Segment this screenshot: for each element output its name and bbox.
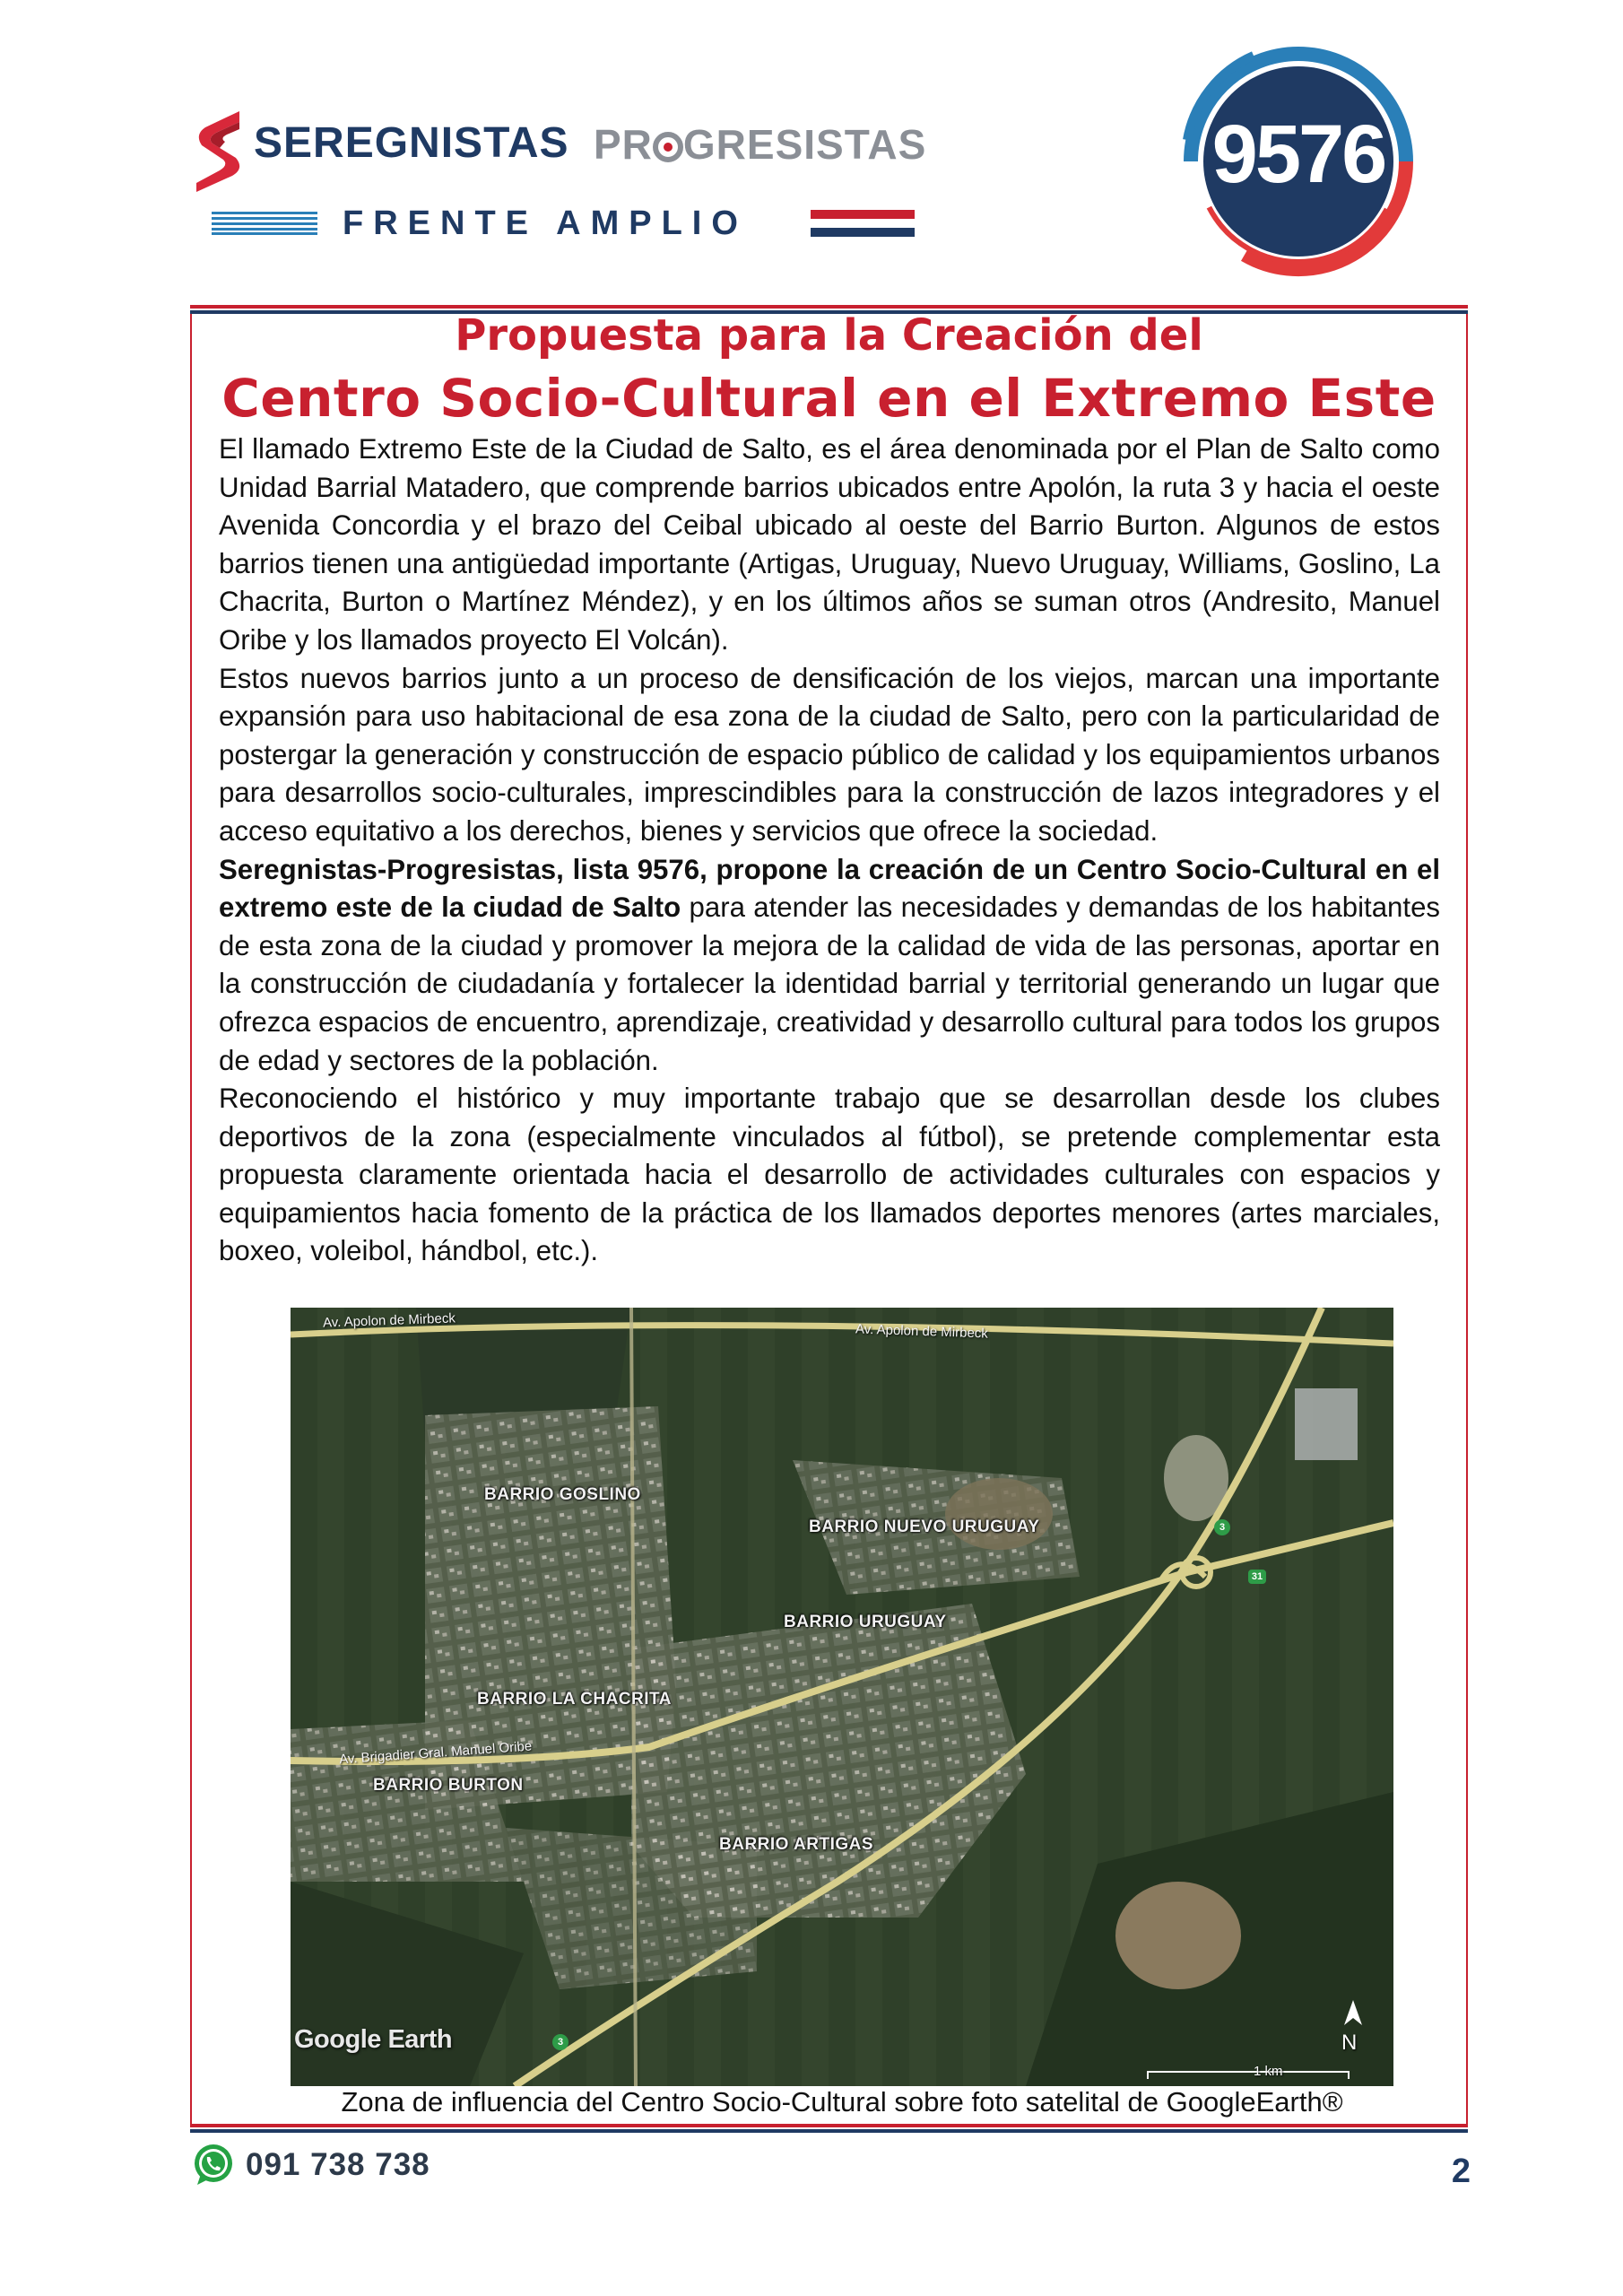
- barrio-burton-label: BARRIO BURTON: [373, 1776, 524, 1795]
- barrio-la-chacrita-label: BARRIO LA CHACRITA: [477, 1690, 672, 1709]
- frame-right-border: [1466, 314, 1468, 2127]
- north-label: N: [1341, 2031, 1358, 2055]
- satellite-photo: [291, 1308, 1393, 2086]
- article-body: [219, 430, 1440, 1271]
- brand-seregnistas: SEREGNISTAS: [254, 119, 569, 167]
- road-label-oribe: Av. Brigadier Gral. Manuel Oribe: [338, 1738, 533, 1768]
- route-31-marker: 31: [1248, 1570, 1266, 1584]
- route-3-marker-bottom: 3: [552, 2034, 568, 2050]
- list-number: 9576: [1211, 109, 1385, 200]
- paragraph-3: [219, 851, 1440, 1081]
- scale-label: 1 km: [1254, 2064, 1283, 2079]
- brand-progresistas: PR GRESISTAS: [594, 121, 927, 168]
- barrio-goslino-label: BARRIO GOSLINO: [484, 1485, 641, 1504]
- paragraph-1: El llamado Extremo Este de la Ciudad de Salto, es el área denominada por el Plan de Salto como Unidad Barrial Matadero, que comprende barrios ubicados entre Apolón, la ruta 3 y hacia el oeste Avenida Concordia y el brazo del Ceibal ubicado al oeste del Barrio Burton. Algunos de estos barrios tienen una antigüedad importante (Artigas, Uruguay, Nuevo Uruguay, Williams, Goslino, La Chacrita, Burton o Martínez Méndez), y en los últimos años se suman otros (Andresito, Manuel Oribe y los llamados proyecto El Volcán).: [219, 433, 1440, 656]
- phone-number[interactable]: 091 738 738: [246, 2147, 430, 2182]
- barrio-nuevo-uruguay-label: BARRIO NUEVO URUGUAY: [809, 1518, 1040, 1536]
- bottom-rule: [190, 2124, 1468, 2133]
- road-label-apolon-right: Av. Apolon de Mirbeck: [855, 1321, 989, 1342]
- blue-stripes-icon: [212, 212, 317, 235]
- paragraph-3-text: para atender las necesidades y demandas de los habitantes de esta zona de la ciudad y promover la mejora de la calidad de vida de las personas, aportar en la construcción de ciudadanía y fortalecer la identidad barrial y territorial generando un lugar que ofrezca espacios de encuentro, aprendizaje, creatividad y desarrollo cultural para todos los grupos de edad y sectores de la población.: [219, 891, 1441, 1076]
- barrio-artigas-label: BARRIO ARTIGAS: [719, 1835, 874, 1854]
- satellite-map: [291, 1308, 1393, 2086]
- barrio-uruguay-label: BARRIO URUGUAY: [784, 1613, 947, 1631]
- whatsapp-icon: [190, 2142, 237, 2188]
- frente-amplio-banner: [212, 204, 920, 240]
- frente-amplio-text: FRENTE AMPLIO: [343, 204, 748, 242]
- paragraph-3-bold: Seregnistas-Progresistas, lista 9576, propone la creación de un Centro Socio-Cultural en el extremo este de la ciudad de Salto: [219, 853, 1440, 924]
- page-header: [0, 0, 1623, 305]
- road-label-apolon-left: Av. Apolon de Mirbeck: [322, 1310, 456, 1331]
- frente-amplio-flag-icon: [811, 210, 915, 237]
- page-title: Centro Socio-Cultural en el Extremo Este: [221, 368, 1436, 429]
- route-3-marker: 3: [1214, 1519, 1230, 1535]
- paragraph-4: Reconociendo el histórico y muy importante trabajo que se desarrollan desde los clubes deportivos de la zona (especialmente vinculados al fútbol), se pretende complementar esta propuesta claramente orientada hacia el desarrollo de actividades culturales con espacios y equipamientos hacia fomento de la práctica de los llamados deportes menores (artes marciales, boxeo, voleibol, hándbol, etc.).: [219, 1083, 1440, 1267]
- progresistas-o-target-icon: [653, 132, 683, 162]
- page-subtitle: Propuesta para la Creación del: [455, 310, 1203, 361]
- map-caption: Zona de influencia del Centro Socio-Cultural sobre foto satelital de GoogleEarth®: [341, 2086, 1343, 2118]
- frame-left-border: [190, 314, 192, 2127]
- google-earth-watermark: Google Earth: [294, 2025, 453, 2054]
- seregnistas-s-logo-icon: [193, 109, 245, 194]
- page-number: 2: [1451, 2152, 1471, 2190]
- paragraph-2: Estos nuevos barrios junto a un proceso de densificación de los viejos, marcan una importante expansión para uso habitacional de esa zona de la ciudad de Salto, pero con la particularidad de postergar la generación y construcción de espacio público de calidad y los equipamientos urbanos para desarrollos socio-culturales, imprescindibles para la construcción de lazos integradores y el acceso equitativo a los derechos, bienes y servicios que ofrece la sociedad.: [219, 662, 1440, 847]
